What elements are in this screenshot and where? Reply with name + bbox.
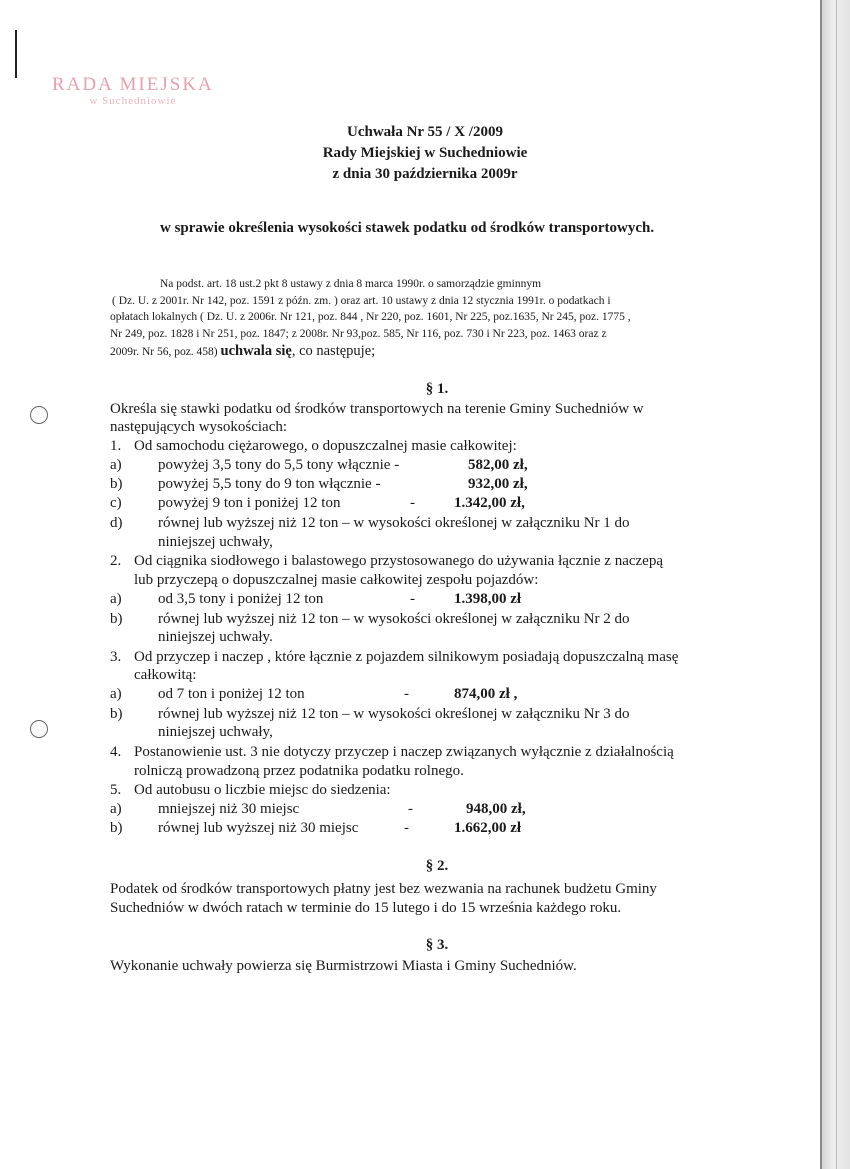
stamp-line-2: w Suchedniowie <box>89 95 177 107</box>
item-1-number: 1. <box>110 438 122 454</box>
item-2-number: 2. <box>110 553 122 569</box>
item-4-text-line-2: rolniczą prowadzoną przez podatnika podatku rolnego. <box>134 763 464 779</box>
council-stamp <box>52 74 214 107</box>
item-4-text-line-1: Postanowienie ust. 3 nie dotyczy przyczep i naczep związanych wyłącznie z działalnością <box>134 744 674 760</box>
legal-basis-citation: 2009r. Nr 56, poz. 458) <box>110 346 218 358</box>
item-3-text-line-1: Od przyczep i naczep , które łącznie z pojazdem silnikowym posiadają dopuszczalną masę <box>134 649 679 665</box>
item-1a-label: a) <box>110 457 122 473</box>
stamp-line-1: RADA MIEJSKA <box>52 74 214 95</box>
item-4-number: 4. <box>110 744 122 760</box>
resolution-subject: w sprawie określenia wysokości stawek podatku od środków transportowych. <box>160 220 655 236</box>
item-3b-text-line-2: niniejszej uchwały, <box>158 724 273 740</box>
item-1d-label: d) <box>110 515 123 531</box>
section-3-line-1: Wykonanie uchwały powierza się Burmistrzowi Miasta i Gminy Suchedniów. <box>110 958 577 974</box>
legal-basis-ending: , co następuje; <box>291 343 376 359</box>
section-1-heading: § 1. <box>425 381 449 397</box>
item-2b-text-line-1: równej lub wyższej niż 12 ton – w wysokości określonej w załączniku Nr 2 do <box>158 611 630 627</box>
item-1b-label: b) <box>110 476 123 492</box>
item-3a-dash: - <box>404 686 409 702</box>
item-2-text-line-1: Od ciągnika siodłowego i balastowego przystosowanego do używania łącznie z naczepą <box>134 553 663 569</box>
item-3b-label: b) <box>110 706 123 722</box>
item-2a-amount: 1.398,00 zł <box>454 591 522 607</box>
item-1c-amount: 1.342,00 zł, <box>454 495 525 511</box>
resolution-date: z dnia 30 października 2009r <box>332 166 518 182</box>
item-1c-text: powyżej 9 ton i poniżej 12 ton <box>158 495 341 511</box>
legal-basis-line-4: Nr 249, poz. 1828 i Nr 251, poz. 1847; z 2008r. Nr 93,poz. 585, Nr 116, poz. 730 i Nr 223, poz. 1463 oraz z <box>110 328 607 340</box>
item-5b-label: b) <box>110 820 123 836</box>
item-2a-text: od 3,5 tony i poniżej 12 ton <box>158 591 324 607</box>
item-5a-amount: 948,00 zł, <box>466 801 526 817</box>
section-2-line-1: Podatek od środków transportowych płatny jest bez wezwania na rachunek budżetu Gminy <box>110 881 657 897</box>
legal-basis-line-5 <box>110 343 375 360</box>
item-5-text: Od autobusu o liczbie miejsc do siedzenia: <box>134 782 391 798</box>
section-1-intro-line-1: Określa się stawki podatku od środków transportowych na terenie Gminy Suchedniów w <box>110 401 644 417</box>
item-2a-label: a) <box>110 591 122 607</box>
punch-hole-top <box>30 406 48 424</box>
legal-basis-decision: uchwala się <box>220 343 292 359</box>
item-1c-dash: - <box>410 495 415 511</box>
item-5a-dash: - <box>408 801 413 817</box>
item-5b-dash: - <box>404 820 409 836</box>
item-1a-amount: 582,00 zł, <box>468 457 528 473</box>
item-3a-label: a) <box>110 686 122 702</box>
item-5a-label: a) <box>110 801 122 817</box>
item-5b-amount: 1.662,00 zł <box>454 820 522 836</box>
item-1b-amount: 932,00 zł, <box>468 476 528 492</box>
section-2-line-2: Suchedniów w dwóch ratach w terminie do 15 lutego i do 15 września każdego roku. <box>110 900 622 916</box>
section-3-heading: § 3. <box>425 937 449 953</box>
item-2b-label: b) <box>110 611 123 627</box>
item-2-text-line-2: lub przyczepą o dopuszczalnej masie całkowitej zespołu pojazdów: <box>134 572 539 588</box>
item-5a-text: mniejszej niż 30 miejsc <box>158 801 300 817</box>
item-5-number: 5. <box>110 782 122 798</box>
resolution-number: Uchwała Nr 55 / X /2009 <box>347 124 503 140</box>
item-3a-text: od 7 ton i poniżej 12 ton <box>158 686 305 702</box>
item-3-number: 3. <box>110 649 122 665</box>
item-3b-text-line-1: równej lub wyższej niż 12 ton – w wysokości określonej w załączniku Nr 3 do <box>158 706 630 722</box>
item-2b-text-line-2: niniejszej uchwały. <box>158 629 273 645</box>
item-1c-label: c) <box>110 495 122 511</box>
council-name: Rady Miejskiej w Suchedniowie <box>322 145 528 161</box>
item-3-text-line-2: całkowitą: <box>134 667 197 683</box>
item-5b-text: równej lub wyższej niż 30 miejsc <box>158 820 359 836</box>
legal-basis-line-2: ( Dz. U. z 2001r. Nr 142, poz. 1591 z późn. zm. ) oraz art. 10 ustawy z dnia 12 stycznia 1991r. o podatkach i <box>112 295 611 307</box>
item-1a-text: powyżej 3,5 tony do 5,5 tony włącznie - <box>158 457 400 473</box>
section-1-intro-line-2: następujących wysokościach: <box>110 419 288 435</box>
margin-pen-mark <box>15 30 17 78</box>
item-1d-text-line-1: równej lub wyższej niż 12 ton – w wysokości określonej w załączniku Nr 1 do <box>158 515 630 531</box>
punch-hole-bottom <box>30 720 48 738</box>
item-2a-dash: - <box>410 591 415 607</box>
section-2-heading: § 2. <box>425 858 449 874</box>
item-1d-text-line-2: niniejszej uchwały, <box>158 534 273 550</box>
item-1b-text: powyżej 5,5 tony do 9 ton włącznie - <box>158 476 381 492</box>
item-3a-amount: 874,00 zł , <box>454 686 518 702</box>
legal-basis-line-1: Na podst. art. 18 ust.2 pkt 8 ustawy z dnia 8 marca 1990r. o samorządzie gminnym <box>160 278 542 290</box>
item-1-text: Od samochodu ciężarowego, o dopuszczalnej masie całkowitej: <box>134 438 517 454</box>
legal-basis-line-3: opłatach lokalnych ( Dz. U. z 2006r. Nr 121, poz. 844 , Nr 220, poz. 1601, Nr 225, poz.1635, Nr 245, poz. 1775 , <box>110 311 631 323</box>
